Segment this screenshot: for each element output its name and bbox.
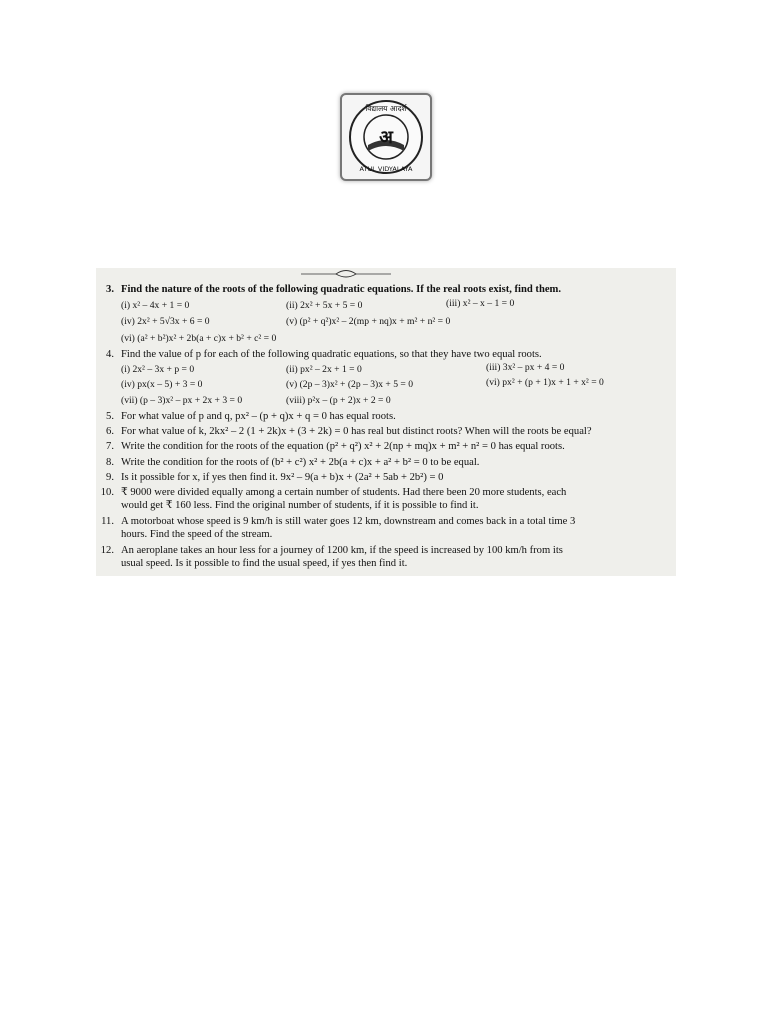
ornament-divider xyxy=(296,268,396,280)
question-number: 11. xyxy=(101,516,114,527)
part-4-vii: (vii) (p – 3)x² – px + 2x + 3 = 0 xyxy=(121,395,243,406)
question-text-line-2: hours. Find the speed of the stream. xyxy=(121,529,273,540)
question-text: Write the condition for the roots of (b² + c²) x² + 2b(a + c)x + a² + b² = 0 to be equal. xyxy=(121,457,480,468)
part-4-v: (v) (2p – 3)x² + (2p – 3)x + 5 = 0 xyxy=(286,379,414,390)
school-logo xyxy=(340,93,432,181)
logo-top-text: विद्यालय आदर्श xyxy=(365,104,407,113)
question-number: 7. xyxy=(106,441,114,452)
part-3-iv: (iv) 2x² + 5√3x + 6 = 0 xyxy=(121,316,210,327)
question-text: Write the condition for the roots of the equation (p² + q²) x² + 2(np + mq)x + m² + n² = 0 has equal roots. xyxy=(121,441,565,452)
atul-vidyalaya-emblem xyxy=(342,95,430,179)
question-number: 9. xyxy=(106,472,114,483)
part-4-viii: (viii) p²x – (p + 2)x + 2 = 0 xyxy=(286,395,391,406)
logo-letter: अ xyxy=(379,127,393,148)
question-text-line-1: ₹ 9000 were divided equally among a certain number of students. Had there been 20 more students, each xyxy=(121,487,567,498)
part-4-iv: (iv) px(x – 5) + 3 = 0 xyxy=(121,379,203,390)
question-number: 3. xyxy=(106,284,114,295)
question-number: 6. xyxy=(106,426,114,437)
part-3-i: (i) x² – 4x + 1 = 0 xyxy=(121,300,190,311)
question-text-line-2: usual speed. Is it possible to find the usual speed, if yes then find it. xyxy=(121,558,408,569)
question-text: For what value of k, 2kx² – 2 (1 + 2k)x + (3 + 2k) = 0 has real but distinct roots? When will the roots be equal? xyxy=(121,426,592,437)
worksheet-scan xyxy=(96,268,676,576)
question-text-line-1: A motorboat whose speed is 9 km/h is still water goes 12 km, downstream and comes back in a total time 3 xyxy=(121,516,576,527)
question-number: 8. xyxy=(106,457,114,468)
question-text: Is it possible for x, if yes then find it. 9x² – 9(a + b)x + (2a² + 5ab + 2b²) = 0 xyxy=(121,472,444,483)
question-number: 5. xyxy=(106,411,114,422)
question-text-line-1: An aeroplane takes an hour less for a journey of 1200 km, if the speed is increased by 100 km/h from its xyxy=(121,545,563,556)
question-number: 10. xyxy=(100,487,114,498)
logo-bottom-text: ATUL VIDYALAYA xyxy=(359,165,413,173)
part-3-v: (v) (p² + q²)x² – 2(mp + nq)x + m² + n² = 0 xyxy=(286,316,451,327)
question-text-line-2: would get ₹ 160 less. Find the original number of students, if it is possible to find it. xyxy=(121,500,479,511)
part-4-ii: (ii) px² – 2x + 1 = 0 xyxy=(286,364,362,375)
question-text: For what value of p and q, px² – (p + q)x + q = 0 has equal roots. xyxy=(121,411,396,422)
question-number: 12. xyxy=(100,545,114,556)
part-4-vi: (vi) px² + (p + 1)x + 1 + x² = 0 xyxy=(486,377,604,388)
part-4-i: (i) 2x² – 3x + p = 0 xyxy=(121,364,195,375)
question-text: Find the value of p for each of the following quadratic equations, so that they have two equal roots. xyxy=(121,349,542,360)
question-text: Find the nature of the roots of the following quadratic equations. If the real roots exist, find them. xyxy=(121,284,562,295)
question-number: 4. xyxy=(106,349,114,360)
part-3-ii: (ii) 2x² + 5x + 5 = 0 xyxy=(286,300,363,311)
part-4-iii: (iii) 3x² – px + 4 = 0 xyxy=(486,362,565,373)
part-3-iii: (iii) x² – x – 1 = 0 xyxy=(446,298,515,309)
part-3-vi: (vi) (a² + b²)x² + 2b(a + c)x + b² + c² = 0 xyxy=(121,333,277,344)
